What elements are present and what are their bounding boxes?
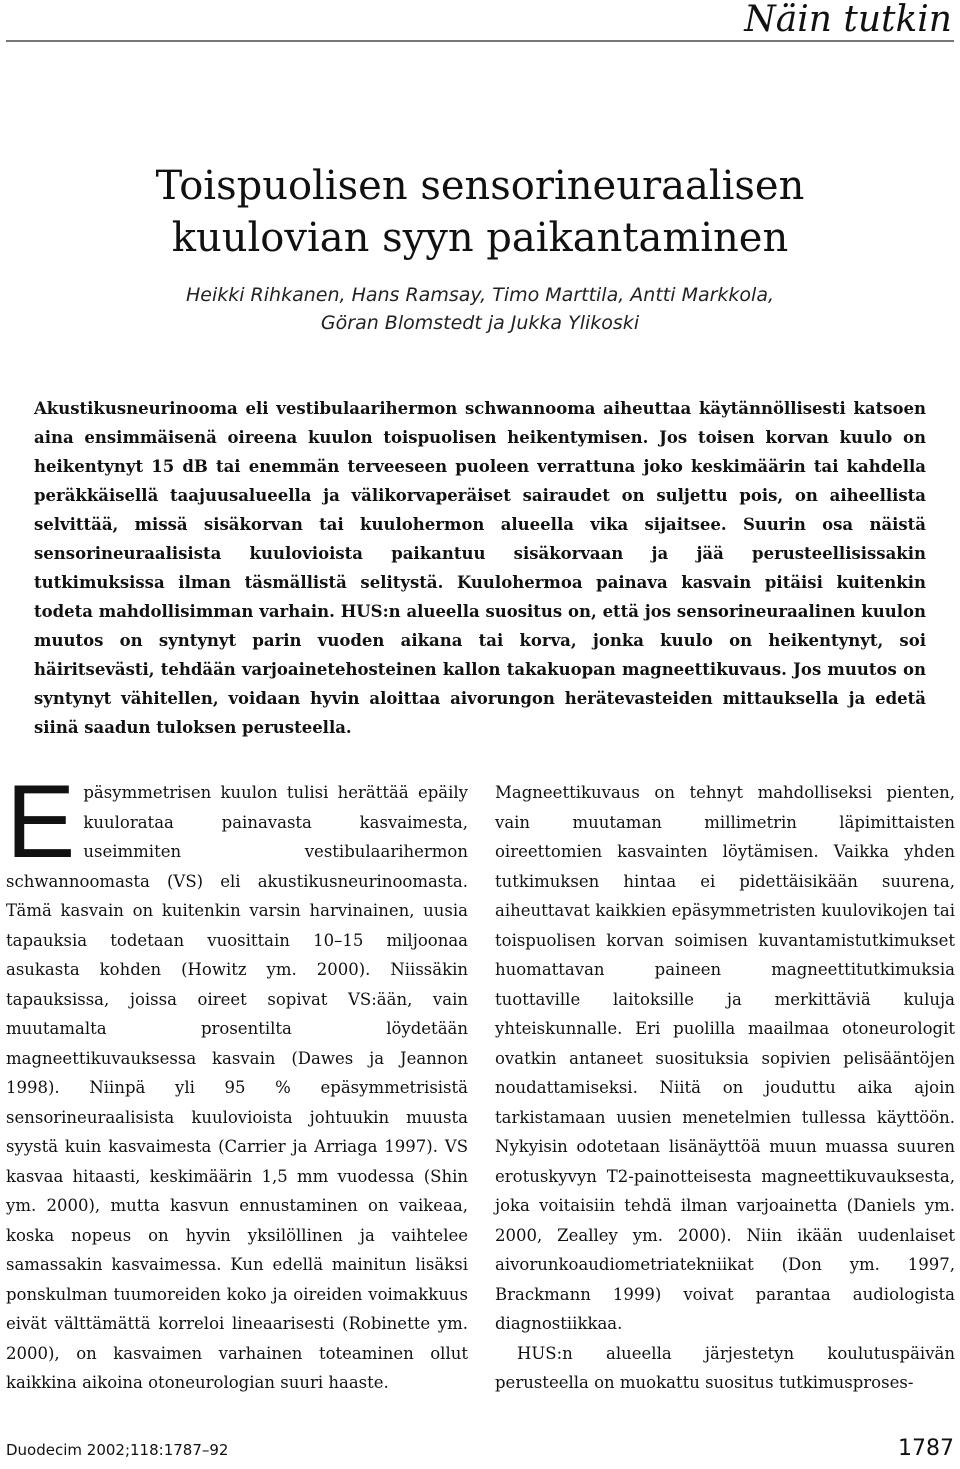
right-column-paragraph-1: Magneettikuvaus on tehnyt mahdolliseksi pienten, vain muutaman millimetrin läpimittaisten oireettomien kasvainten löytämisen. Vaikka yhden tutkimuksen hintaa ei pidettäisikään suurena, aiheuttavat kaikkien epäsymmetristen kuulovikojen tai toispuolisen korvan soimisen kuvantamistutkimukset huomattavan paineen magneettitutkimuksia tuottaville laitoksille ja merkittäviä kuluja yhteiskunnalle. Eri puolilla maailmaa otoneurologit ovatkin antaneet suosituksia sopivien pelisääntöjen noudattamiseksi. Niitä on jouduttu aika ajoin tarkistamaan uusien menetelmien tullessa käyttöön. Nykyisin odotetaan lisänäyttöä muun muassa suuren erotuskyvyn T2-painotteisesta magneettikuvauksesta, joka voitaisiin tehdä ilman varjoainetta (Daniels ym. 2000, Zealley ym. 2000). Niin ikään uudenlaiset aivorunkoaudiometriatekniikat (Don ym. 1997, Brackmann 1999) voivat parantaa audiologista diagnostiikkaa. (495, 783, 955, 1333)
authors-line-2: Göran Blomstedt ja Jukka Ylikoski (320, 312, 640, 334)
page-number: 1787 (898, 1436, 954, 1461)
left-column (6, 764, 468, 1398)
title-line-2: kuulovian syyn paikantaminen (171, 215, 789, 261)
left-column-paragraph (6, 764, 468, 1398)
right-column (495, 778, 955, 1398)
title-line-1: Toispuolisen sensorineuraalisen (155, 163, 805, 209)
journal-citation: Duodecim 2002;118:1787–92 (6, 1441, 229, 1459)
left-column-text: päsymmetrisen kuulon tulisi herättää epäily kuulorataa painavasta kasvaimesta, useimmiten vestibulaarihermon schwannoomasta (VS) eli akustikusneurinoomasta. Tämä kasvain on kuitenkin varsin harvinainen, uusia tapauksia todetaan vuosittain 10–15 miljoonaa asukasta kohden (Howitz ym. 2000). Niissäkin tapauksissa, joissa oireet sopivat VS:ään, vain muutamalta prosentilta löydetään magneettikuvauksessa kasvain (Dawes ja Jeannon 1998). Niinpä yli 95 % epäsymmetrisistä sensorineuraalisista kuulovioista johtuukin muusta syystä kuin kasvaimesta (Carrier ja Arriaga 1997). VS kasvaa hitaasti, keskimäärin 1,5 mm vuodessa (Shin ym. 2000), mutta kasvun ennustaminen on vaikeaa, koska nopeus on hyvin yksilöllinen ja vaihtelee samassakin kasvaimessa. Kun edellä mainitun lisäksi ponskulman tuumoreiden koko ja oireiden voimakkuus eivät välttämättä korreloi lineaarisesti (Robinette ym. 2000), on kasvaimen varhainen toteaminen ollut kaikkina aikoina otoneurologian suuri haaste. (6, 783, 468, 1392)
authors-line-1: Heikki Rihkanen, Hans Ramsay, Timo Marttila, Antti Markkola, (185, 284, 775, 306)
article-title (0, 160, 960, 264)
drop-cap: E (6, 764, 76, 880)
header-rule (6, 40, 954, 42)
author-list (0, 281, 960, 337)
right-column-paragraph-2: HUS:n alueella järjestetyn koulutuspäivän perusteella on muokattu suositus tutkimusproses- (495, 1343, 955, 1392)
section-label: Näin tutkin (744, 0, 952, 40)
abstract: Akustikusneurinooma eli vestibulaarihermon schwannooma aiheuttaa käytännöllisesti katsoen aina ensimmäisenä oireena kuulon toispuolisen heikentymisen. Jos toisen korvan kuulo on heikentynyt 15 dB tai enemmän terveeseen puoleen verrattuna joko keskimäärin tai kahdella peräkkäisellä taajuusalueella ja välikorvaperäiset sairaudet on suljettu pois, on aiheellista selvittää, missä sisäkorvan tai kuulohermon alueella vika sijaitsee. Suurin osa näistä sensorineuraalisista kuulovioista paikantuu sisäkorvaan ja jää perusteellisissakin tutkimuksissa ilman täsmällistä selitystä. Kuulohermoa painava kasvain pitäisi kuitenkin todeta mahdollisimman varhain. HUS:n alueella suositus on, että jos sensorineuraalinen kuulon muutos on syntynyt parin vuoden aikana tai korva, jonka kuulo on heikentynyt, soi häiritsevästi, tehdään varjoainetehosteinen kallon takakuopan magneettikuvaus. Jos muutos on syntynyt vähitellen, voidaan hyvin aloittaa aivorungon herätevasteiden mittauksella ja edetä siinä saadun tuloksen perusteella. (34, 399, 926, 737)
